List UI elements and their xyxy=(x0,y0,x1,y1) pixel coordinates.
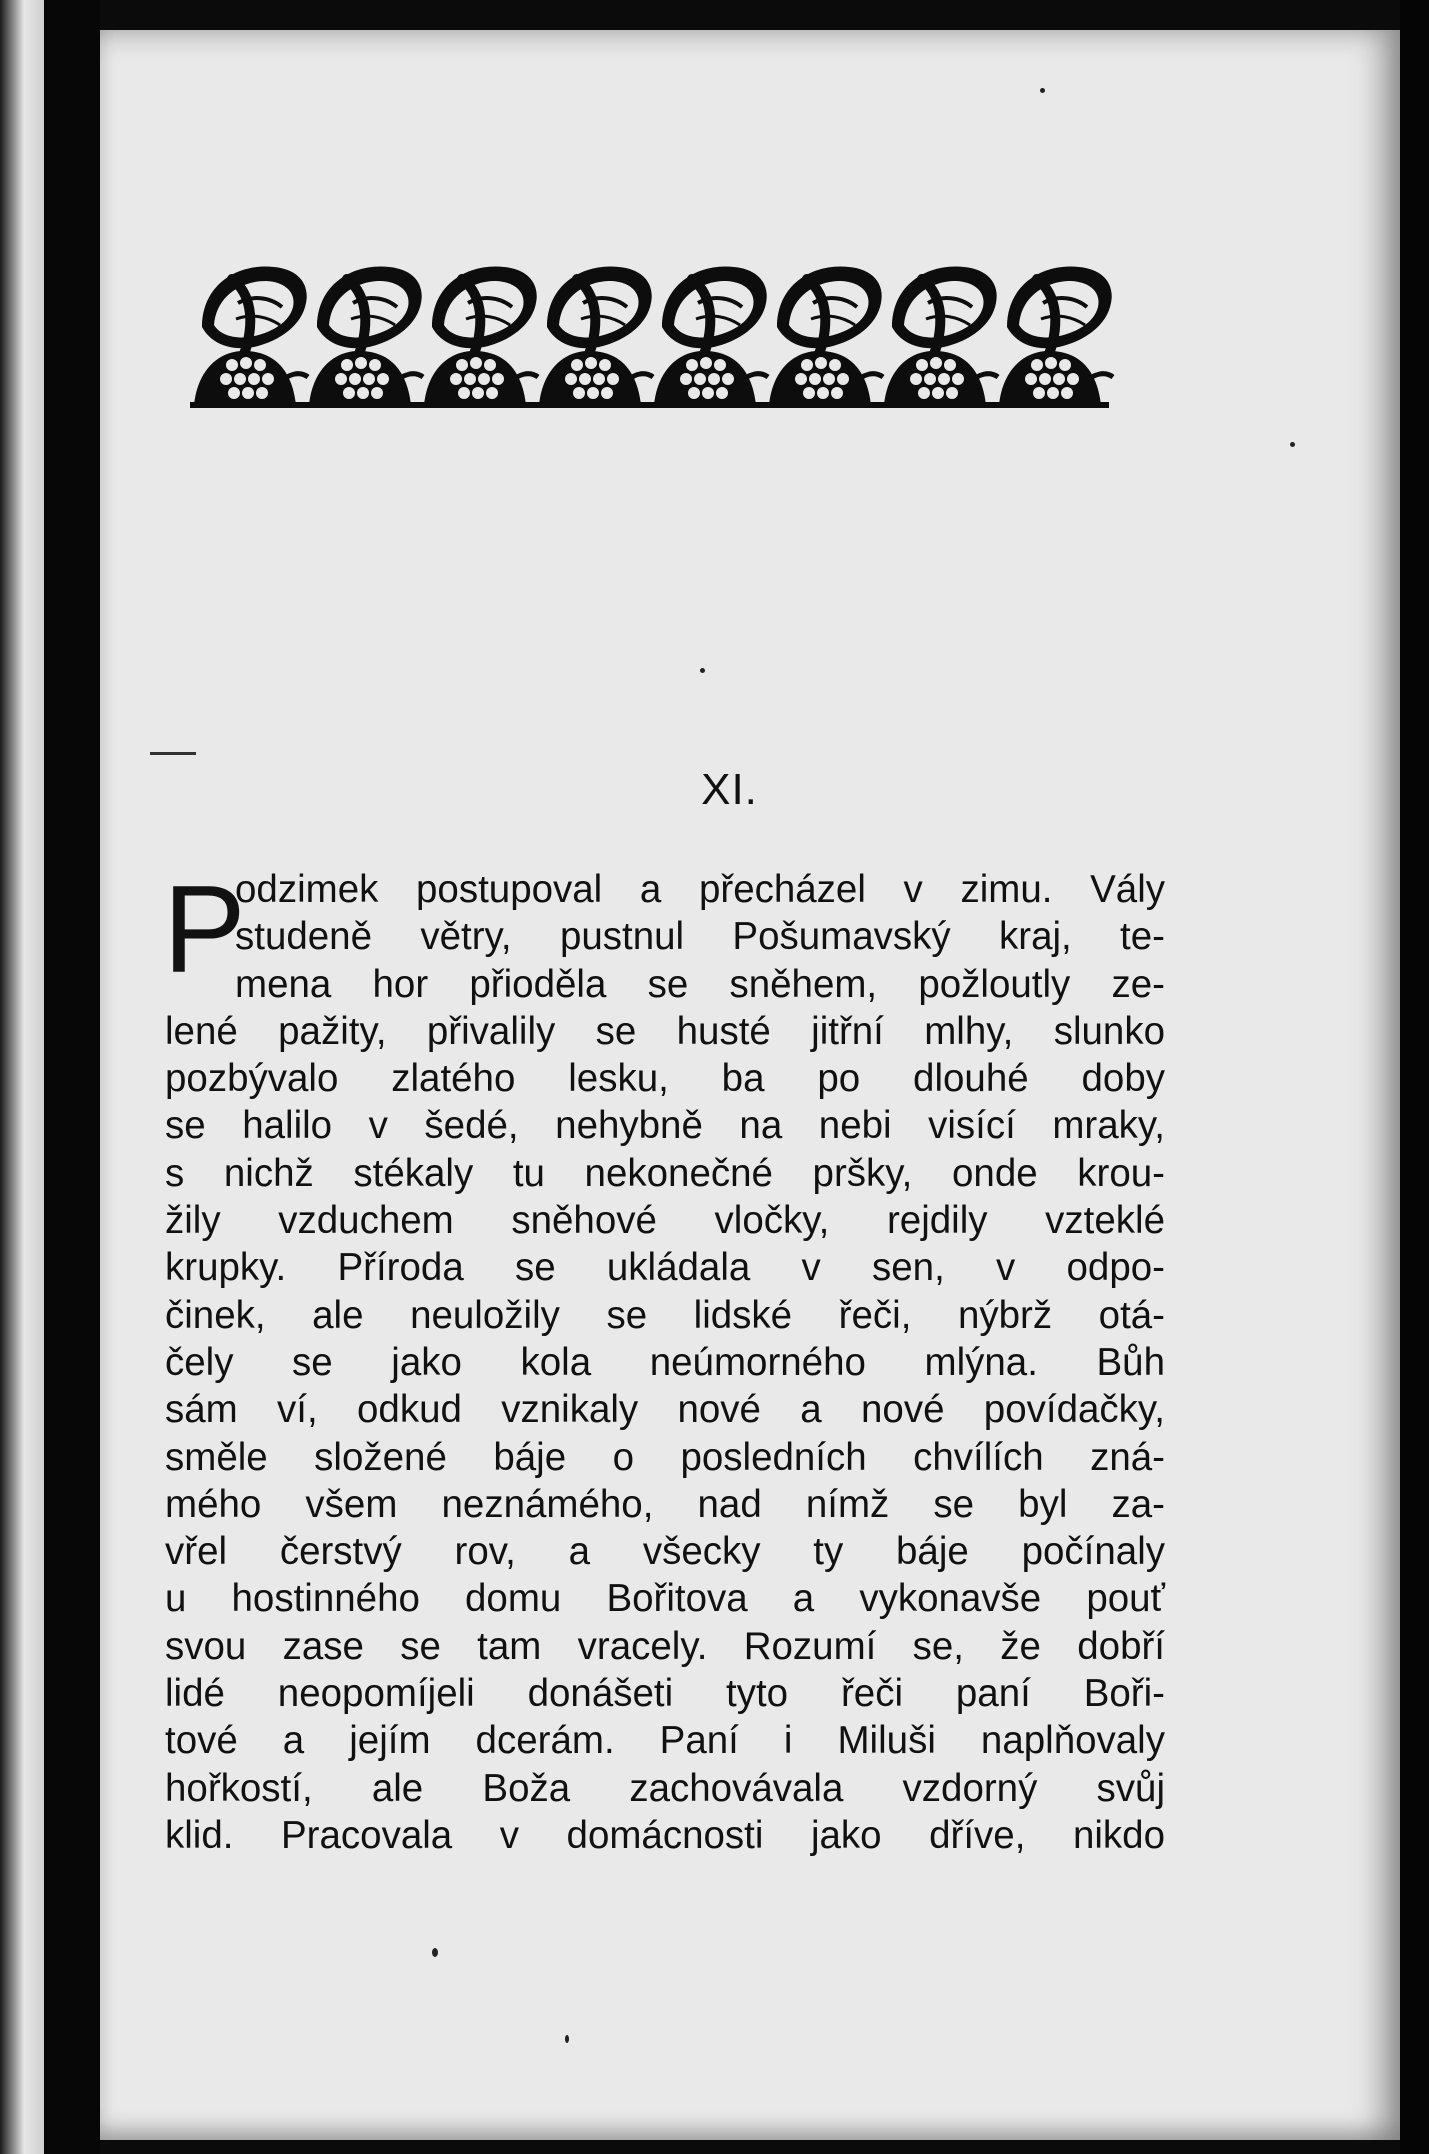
ornament-border xyxy=(190,255,1120,415)
page-right-edge xyxy=(1400,0,1429,2154)
ornament-motif xyxy=(301,267,423,405)
text-line: u hostinného domu Bořitova a vykonavše pouť xyxy=(165,1577,1165,1621)
text-line: mého všem neznámého, nad nímž se byl za- xyxy=(165,1482,1165,1526)
text-line: vřel čerstvý rov, a všecky ty báje počínaly xyxy=(165,1530,1165,1574)
adjacent-page-edge xyxy=(0,0,44,2154)
paper-speck xyxy=(1040,88,1045,93)
text-line: klid. Pracovala v domácnosti jako dříve, nikdo xyxy=(165,1813,1165,1857)
drop-cap: P xyxy=(163,861,246,999)
ornament-motif xyxy=(190,267,308,405)
text-line: sám ví, odkud vznikaly nové a nové povídačky, xyxy=(165,1388,1165,1432)
text-line: lené pažity, přivalily se husté jitřní mlhy, slunko xyxy=(165,1009,1165,1053)
text-line: s nichž stékaly tu nekonečné pršky, onde krou- xyxy=(165,1151,1165,1195)
paper-speck xyxy=(700,668,705,673)
text-line: činek, ale neuložily se lidské řeči, nýbrž otá- xyxy=(165,1293,1165,1337)
text-line: tové a jejím dcerám. Paní i Miluši naplňovaly xyxy=(165,1719,1165,1763)
text-line: lidé neopomíjeli donášeti tyto řeči paní Boři- xyxy=(165,1672,1165,1716)
chapter-heading: XI. xyxy=(701,765,758,814)
ornament-motif xyxy=(991,267,1113,405)
text-line: odzimek postupoval a přecházel v zimu. Vály xyxy=(235,868,1165,911)
ornament-motif xyxy=(531,267,653,405)
text-line: hořkostí, ale Boža zachovávala vzdorný svůj xyxy=(165,1766,1165,1810)
text-line: směle složené báje o posledních chvílích zná- xyxy=(165,1435,1165,1479)
book-gutter xyxy=(44,0,100,2154)
text-line: pozbývalo zlatého lesku, ba po dlouhé doby xyxy=(165,1057,1165,1101)
ornament-motif xyxy=(876,267,998,405)
text-line: čely se jako kola neúmorného mlýna. Bůh xyxy=(165,1340,1165,1384)
text-line: svou zase se tam vracely. Rozumí se, že dobří xyxy=(165,1624,1165,1668)
ornament-motif xyxy=(646,267,768,405)
margin-mark xyxy=(150,752,196,755)
text-line: mena hor přioděla se sněhem, požloutly ze- xyxy=(235,962,1165,1006)
paper-speck xyxy=(432,1948,438,1957)
paper-speck xyxy=(1290,442,1295,447)
ornament-motif xyxy=(761,267,883,405)
body-paragraph xyxy=(163,861,1165,1859)
text-line: krupky. Příroda se ukládala v sen, v odpo- xyxy=(165,1246,1165,1290)
text-line: se halilo v šedé, nehybně na nebi visící mraky, xyxy=(165,1104,1165,1148)
text-line: žily vzduchem sněhové vločky, rejdily vzteklé xyxy=(165,1199,1165,1243)
paper-speck xyxy=(565,2035,569,2043)
ornament-motif xyxy=(416,267,538,405)
text-line: studeně větry, pustnul Pošumavský kraj, te- xyxy=(235,915,1165,959)
